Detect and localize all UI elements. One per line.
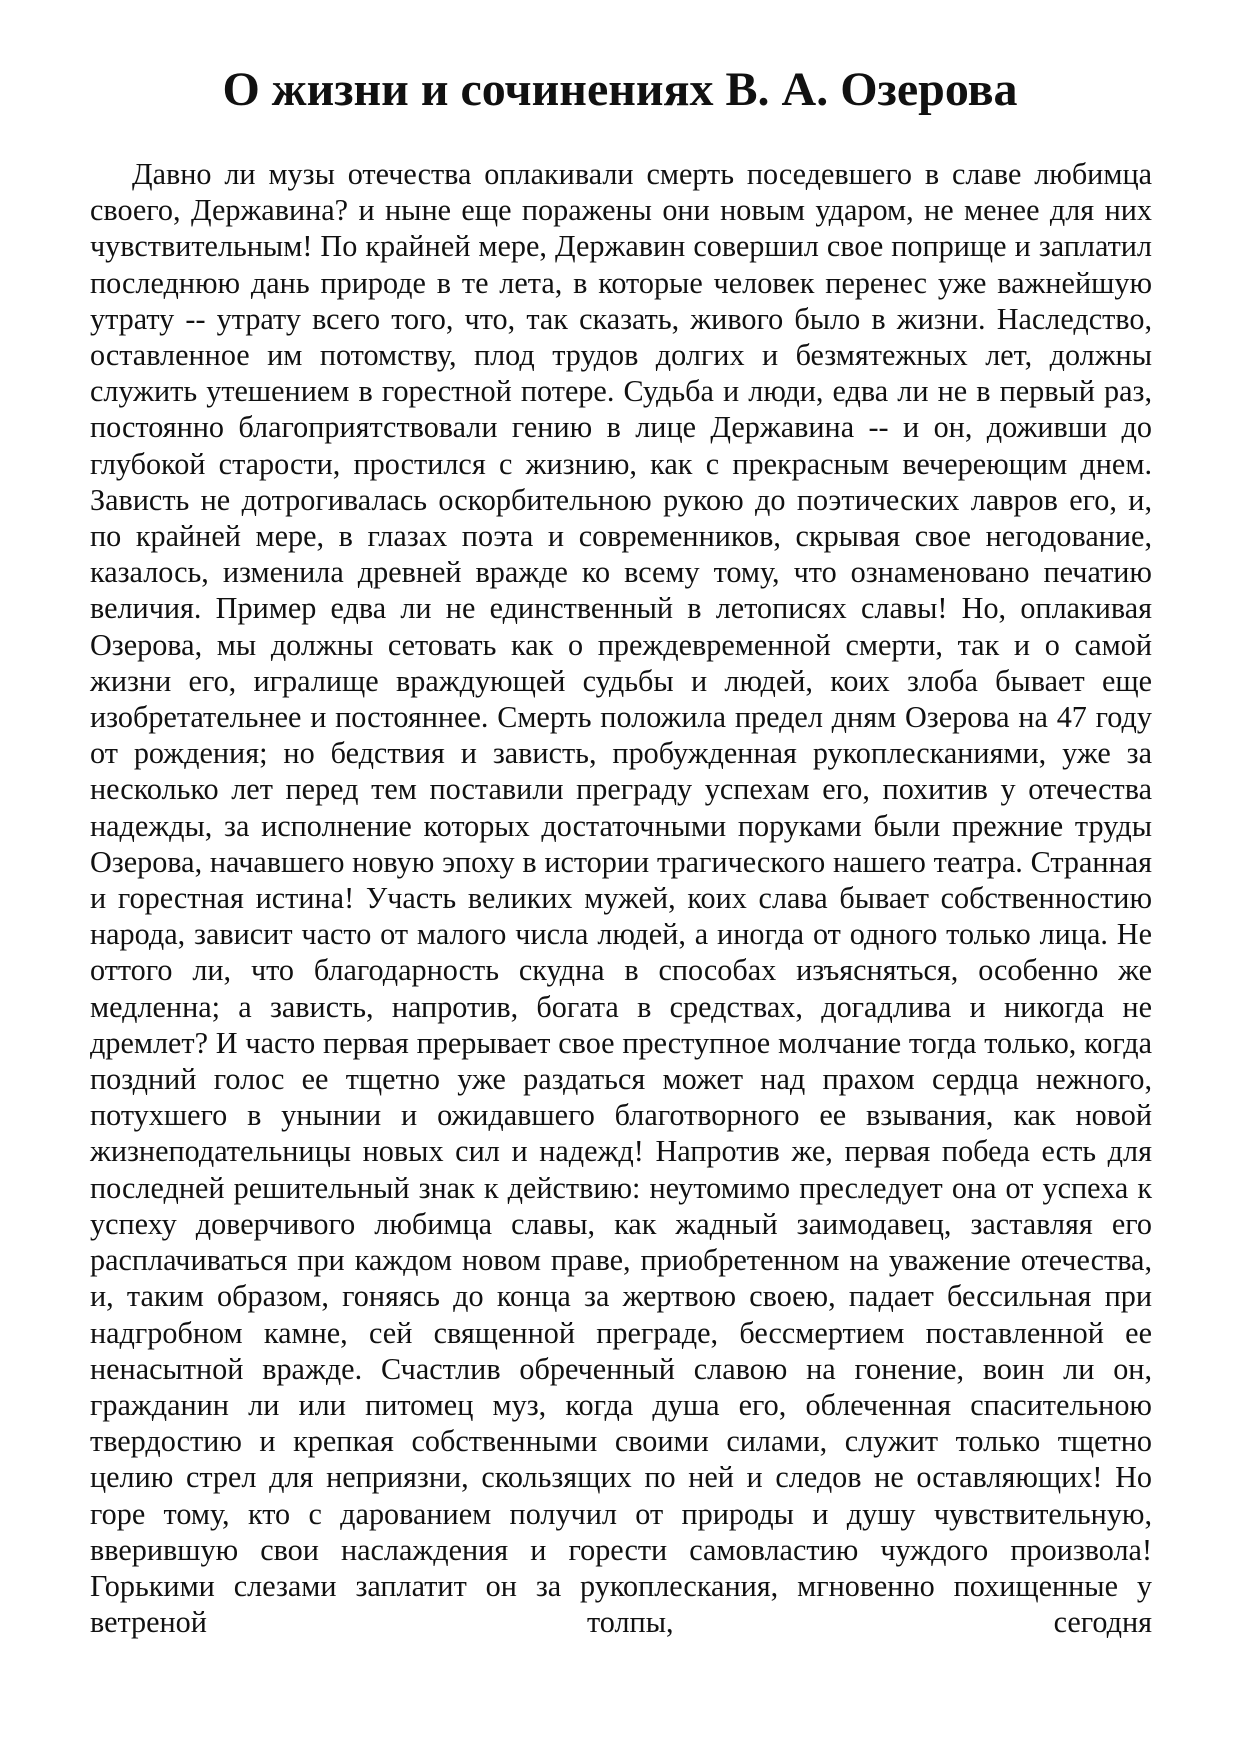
body-paragraph: Давно ли музы отечества оплакивали смерть поседевшего в славе любимца своего, Державина? и ныне еще поражены они новым ударом, не менее для них чувствительным! По крайней мере, Державин совершил свое поприще и заплатил последнюю дань природе в те лета, в которые человек перенес уже важнейшую утрату -- утрату всего того, что, так сказать, живого было в жизни. Наследство, оставленное им потомству, плод трудов долгих и безмятежных лет, должны служить утешением в горестной потере. Судьба и люди, едва ли не в первый раз, постоянно благоприятствовали гению в лице Державина -- и он, доживши до глубокой старости, простился с жизнию, как с прекрасным вечереющим днем. Зависть не дотрогивалась оскорбительною рукою до поэтических лавров его, и, по крайней мере, в глазах поэта и современников, скрывая свое негодование, казалось, изменила древней вражде ко всему тому, что ознаменовано печатию величия. Пример едва ли не единственный в летописях славы! Но, оплакивая Озерова, мы должны сетовать как о преждевременной смерти, так и о самой жизни его, игралище враждующей судьбы и людей, коих злоба бывает еще изобретательнее и постояннее. Смерть положила предел дням Озерова на 47 году от рождения; но бедствия и зависть, пробужденная рукоплесканиями, уже за несколько лет перед тем поставили преграду успехам его, похитив у отечества надежды, за исполнение которых достаточными поруками были прежние труды Озерова, начавшего новую эпоху в истории трагического нашего театра. Странная и горестная истина! Участь великих мужей, коих слава бывает собственностию народа, зависит часто от малого числа людей, а иногда от одного только лица. Не оттого ли, что благодарность скудна в способах изъясняться, особенно же медленна; а зависть, напротив, богата в средствах, догадлива и никогда не дремлет? И часто первая прерывает свое преступное молчание тогда только, когда поздний голос ее тщетно уже раздаться может над прахом сердца нежного, потухшего в унынии и ожидавшего благотворного ее взывания, как новой жизнеподательницы новых сил и надежд! Напротив же, первая победа есть для последней решительный знак к действию: неутомимо преследует она от успеха к успеху доверчивого любимца славы, как жадный заимодавец, заставляя его расплачиваться при каждом новом праве, приобретенном на уважение отечества, и, таким образом, гоняясь до конца за жертвою своею, падает бессильная при надгробном камне, сей священной преграде, бессмертием поставленной ее ненасытной вражде. Счастлив обреченный славою на гонение, воин ли он, гражданин ли или питомец муз, когда душа его, облеченная спасительною твердостию и крепкая собственными своими силами, служит только тщетно целию стрел для неприязни, скользящих по ней и следов не оставляющих! Но горе тому, кто с дарованием получил от природы и душу чувствительную, вверившую свои наслаждения и горести самовластию чуждого произвола! Горькими слезами заплатит он за рукоплескания, мгновенно похищенные у ветреной толпы, сегодня [90,157,1152,1640]
document-title: О жизни и сочинениях В. А. Озерова [222,63,1018,116]
